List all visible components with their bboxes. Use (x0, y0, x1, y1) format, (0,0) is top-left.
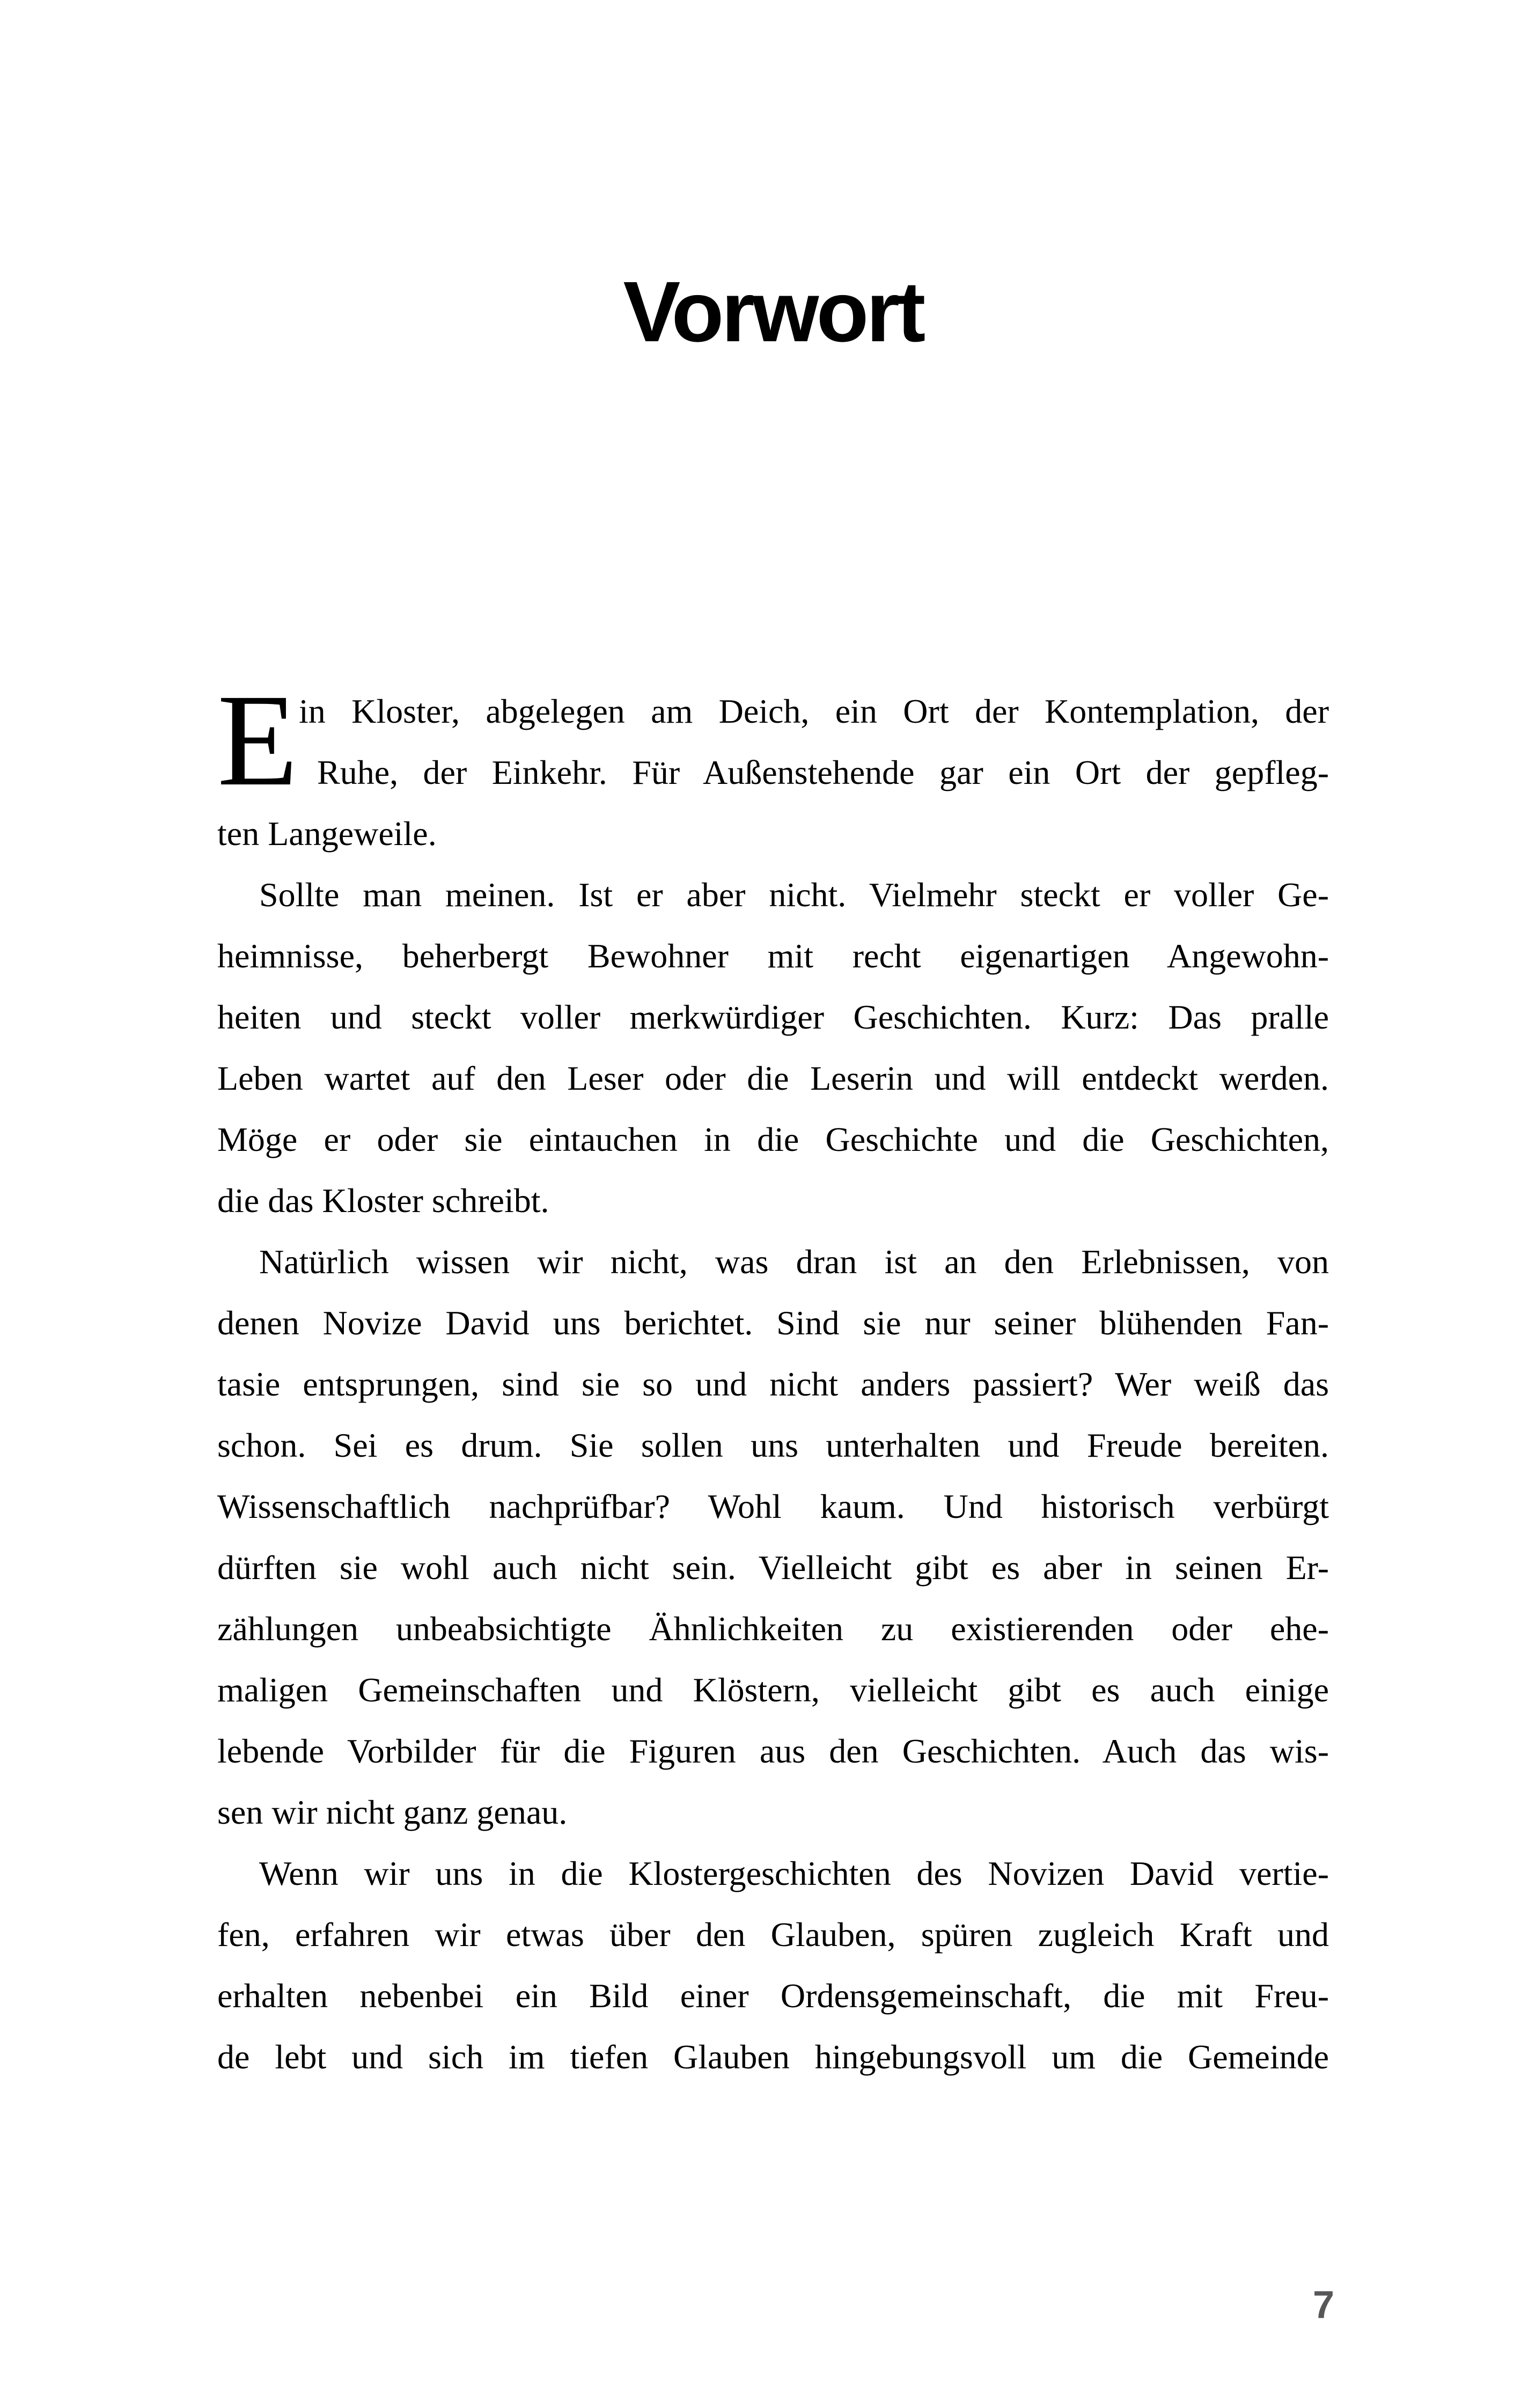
text-line: dürften sie wohl auch nicht sein. Vielleicht gibt es aber in seinen Er- (217, 1548, 1329, 1587)
text-line: in Kloster, abgelegen am Deich, ein Ort der Kontemplation, der (299, 692, 1329, 730)
paragraph-3 (217, 1231, 1329, 1843)
text-line: die das Kloster schreibt. (217, 1181, 549, 1220)
paragraph-4 (217, 1843, 1329, 2088)
text-line: sen wir nicht ganz genau. (217, 1793, 568, 1831)
paragraph-2 (217, 864, 1329, 1231)
text-line: Leben wartet auf den Leser oder die Leserin und will entdeckt werden. (217, 1059, 1329, 1097)
text-line: heiten und steckt voller merkwürdiger Geschichten. Kurz: Das pralle (217, 998, 1329, 1036)
text-line: de lebt und sich im tiefen Glauben hingebungsvoll um die Gemeinde (217, 2038, 1329, 2076)
body-text (217, 667, 1329, 2088)
text-line: schon. Sei es drum. Sie sollen uns unterhalten und Freude bereiten. (217, 1426, 1329, 1464)
text-line: heimnisse, beherbergt Bewohner mit recht eigenartigen Angewohn- (217, 937, 1329, 975)
text-line: fen, erfahren wir etwas über den Glauben, spüren zugleich Kraft und (217, 1915, 1329, 1954)
text-line: zählungen unbeabsichtigte Ähnlichkeiten zu existierenden oder ehe- (217, 1610, 1329, 1648)
text-line: Wenn wir uns in die Klostergeschichten des Novizen David vertie- (259, 1854, 1329, 1892)
text-line: lebende Vorbilder für die Figuren aus den Geschichten. Auch das wis- (217, 1732, 1329, 1770)
drop-cap: E (217, 667, 298, 813)
text-line: tasie entsprungen, sind sie so und nicht anders passiert? Wer weiß das (217, 1365, 1329, 1403)
text-line: Möge er oder sie eintauchen in die Geschichte und die Geschichten, (217, 1120, 1329, 1158)
text-line: Natürlich wissen wir nicht, was dran ist an den Erlebnissen, von (259, 1243, 1329, 1281)
paragraph-1 (217, 667, 1329, 864)
text-line: denen Novize David uns berichtet. Sind sie nur seiner blühenden Fan- (217, 1304, 1329, 1342)
text-line: Ruhe, der Einkehr. Für Außenstehende gar ein Ort der gepfleg- (317, 753, 1329, 791)
text-line: Sollte man meinen. Ist er aber nicht. Vielmehr steckt er voller Ge- (259, 876, 1329, 914)
text-line: ten Langeweile. (217, 814, 437, 853)
text-line: Wissenschaftlich nachprüfbar? Wohl kaum. Und historisch verbürgt (217, 1487, 1329, 1525)
page-number: 7 (1312, 2284, 1334, 2326)
page-title: Vorwort (623, 263, 923, 360)
text-line: erhalten nebenbei ein Bild einer Ordensgemeinschaft, die mit Freu- (217, 1977, 1329, 2015)
text-line: maligen Gemeinschaften und Klöstern, vielleicht gibt es auch einige (217, 1671, 1329, 1709)
